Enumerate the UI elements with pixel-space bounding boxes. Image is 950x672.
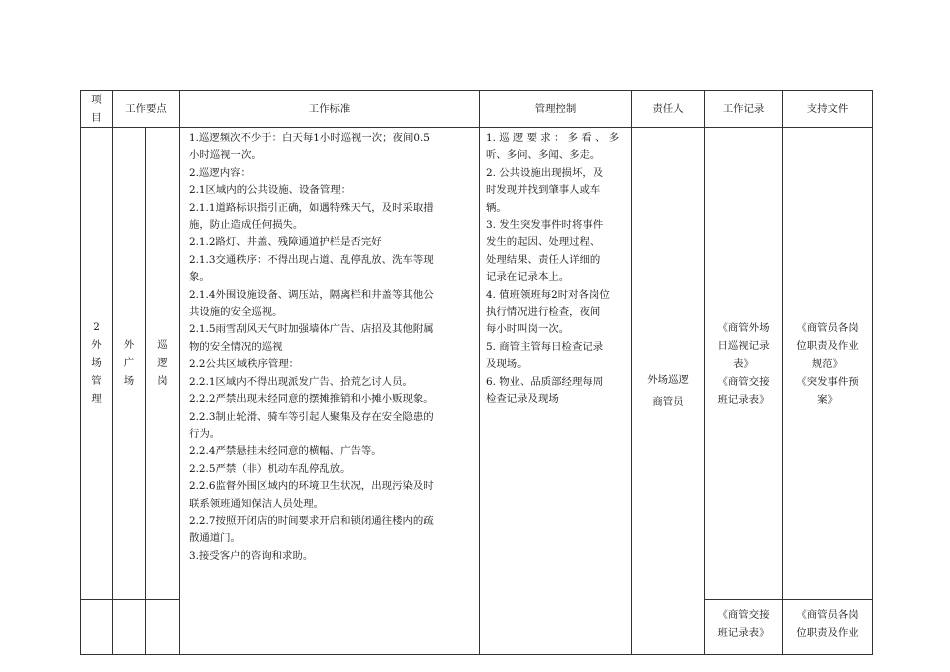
support-line: 《商管员各岗 [796,321,859,334]
tail-record-list [705,606,782,642]
control-line: 6. 物业、品质部经理每周 [486,375,604,388]
tail-support-list [783,606,872,642]
item-text: 2 外 场 管 理 [91,321,102,406]
header-standard: 工作标准 [180,91,480,128]
record-cell [705,128,783,600]
standard-line: 2.1区域内的公共设施、设备管理： [189,184,351,197]
post-cell [146,128,180,600]
standard-line: 共设施的安全巡视。 [189,306,283,319]
standard-line: 3.接受客户的咨询和求助。 [189,549,314,562]
standard-line: 物的安全情况的巡视 [189,340,283,353]
standard-line: 散通道门。 [189,532,241,545]
standard-line: 2.巡逻内容： [189,166,251,179]
control-line: 执行情况进行检查，夜间 [486,306,601,319]
standard-line: 2.2.1区域内不得出现派发广告、拾荒乞讨人员。 [189,375,413,388]
header-owner: 责任人 [632,91,705,128]
standard-line: 象。 [189,271,210,284]
tail-support-cell [783,600,873,655]
tail-support-line: 位职责及作业 [796,627,859,639]
standard-cell [180,128,480,655]
tail-record-cell [705,600,783,655]
standard-line: 2.1.2路灯、井盖、残障通道护栏是否完好 [189,236,382,249]
support-line: 《突发事件预 [796,375,859,388]
standard-line: 2.2公共区域秩序管理： [189,358,300,371]
tail-record-line: 班记录表》 [717,627,770,639]
tail-area-cell [113,600,146,655]
header-row [81,91,873,128]
standard-line: 2.1.3交通秩序：不得出现占道、乱停乱放、洗车等现 [189,253,434,266]
standard-line: 施，防止造成任何损失。 [189,219,304,232]
control-line: 3. 发生突发事件时将事件 [486,219,604,232]
support-cell [783,128,873,600]
record-line: 《商管交接 [717,375,770,388]
control-list [486,130,627,409]
standard-line: 2.2.2严禁出现未经同意的摆摊推销和小摊小贩现象。 [189,393,434,406]
record-line: 《商管外场 [717,321,770,334]
record-list [705,319,782,409]
standard-line: 2.2.6监督外围区域内的环境卫生状况，出现污染及时 [189,480,434,493]
support-list [783,319,872,409]
header-record: 工作记录 [705,91,783,128]
standard-list [189,130,475,565]
table-row [81,128,873,600]
area-cell [113,128,146,600]
post-text: 巡 逻 岗 [157,339,168,388]
record-line: 日巡视记录 [717,339,770,352]
work-standard-table [80,90,873,655]
control-line: 检查记录及现场 [486,393,559,406]
standard-line: 2.1.1道路标识指引正确，如遇特殊天气，及时采取措 [189,201,434,214]
standard-line: 2.2.5严禁（非）机动车乱停乱放。 [189,462,351,475]
support-line: 位职责及作业 [796,339,859,352]
support-line: 案》 [817,393,838,406]
header-item [81,91,113,128]
item-cell [81,128,113,600]
support-line: 规范》 [811,357,844,370]
standard-line: 2.2.4严禁悬挂未经同意的横幅、广告等。 [189,445,382,458]
record-line: 班记录表》 [717,393,770,406]
header-points: 工作要点 [113,91,180,128]
control-line: 每小时叫岗一次。 [486,323,570,336]
standard-line: 行为。 [189,427,221,440]
control-line: 辆。 [486,201,507,214]
standard-line: 2.1.5雨雪刮风天气时加强墙体广告、店招及其他附属 [189,323,434,336]
header-control: 管理控制 [480,91,632,128]
owner-cell [632,128,705,655]
control-line: 听、多问、多闻、多走。 [486,149,601,162]
tail-record-line: 《商管交接 [717,609,770,621]
control-line: 5. 商管主管每日检查记录 [486,340,604,353]
control-line: 2. 公共设施出现损坏，及 [486,166,604,179]
control-line: 及现场。 [486,358,528,371]
header-support: 支持文件 [783,91,873,128]
standard-line: 2.2.3制止轮滑、骑车等引起人聚集及存在安全隐患的 [189,410,434,423]
control-line: 记录在记录本上。 [486,271,570,284]
tail-item-cell [81,600,113,655]
area-text: 外 广 场 [123,339,135,388]
control-line: 发生的起因、处理过程、 [486,236,601,249]
standard-line: 2.1.4外围设施设备、调压站，隔离栏和井盖等其他公 [189,288,434,301]
owner-text: 外场巡逻 商管员 [647,374,689,408]
tail-support-line: 《商管员各岗 [796,609,859,621]
standard-line: 小时巡视一次。 [189,149,262,162]
record-line: 表》 [733,357,754,370]
standard-line: 2.2.7按照开闭店的时间要求开启和锁闭通往楼内的疏 [189,514,434,527]
standard-line: 联系领班通知保洁人员处理。 [189,497,325,510]
tail-post-cell [146,600,180,655]
standard-line: 1.巡逻频次不少于：白天每1小时巡视一次；夜间0.5 [189,132,430,144]
control-line: 时发现并找到肇事人或车 [486,184,601,197]
control-cell [480,128,632,655]
control-line: 处理结果、责任人详细的 [486,253,601,266]
control-line: 1. 巡 逻 要 求 ： 多 看 、 多 [486,132,620,144]
header-item-text: 项 目 [91,94,102,124]
control-line: 4. 值班领班每2时对各岗位 [486,288,610,301]
